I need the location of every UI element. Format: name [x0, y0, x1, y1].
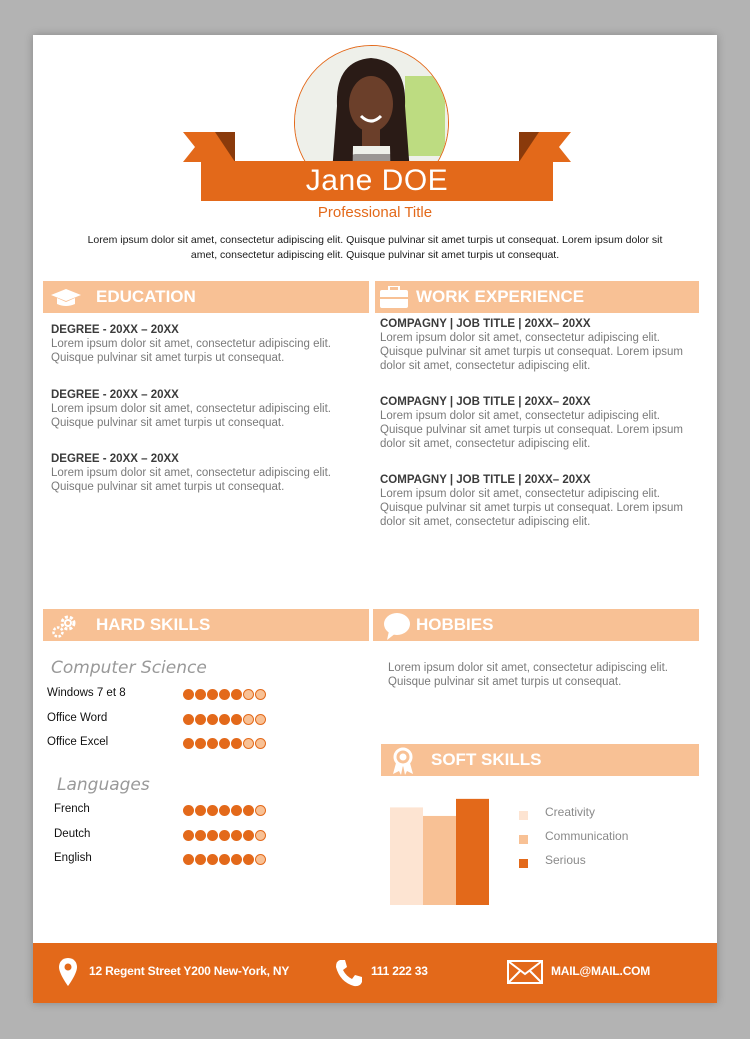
- rating-dot-filled: [207, 854, 218, 865]
- skill-row: [54, 852, 294, 868]
- rating-dot-empty: [255, 830, 266, 841]
- rating-dot-filled: [207, 689, 218, 700]
- speech-bubble-icon: [383, 612, 411, 645]
- education-entry: [51, 452, 361, 494]
- rating-dot-filled: [219, 805, 230, 816]
- skill-rating: [183, 714, 266, 725]
- legend-label: Creativity: [545, 805, 596, 819]
- rating-dot-empty: [255, 738, 266, 749]
- work-experience-title: WORK EXPERIENCE: [416, 287, 585, 306]
- work-experience-header: [375, 281, 699, 313]
- skill-row: [47, 712, 287, 728]
- work-entry: [380, 473, 690, 529]
- rating-dot-empty: [255, 689, 266, 700]
- address-text: 12 Regent Street Y200 New-York, NY: [89, 964, 290, 978]
- intro-text: Lorem ipsum dolor sit amet, consectetur adipiscing elit. Quisque pulvinar sit amet turpis ut consequat. Lorem ipsum dolor sit amet, consectetur adipiscing elit. Quisque pulvinar sit amet turpis ut consequat.: [87, 234, 663, 261]
- work-entry-desc: Lorem ipsum dolor sit amet, consectetur adipiscing elit. Quisque pulvinar sit amet turpis ut consequat. Lorem ipsum dolor sit amet, consectetur adipiscing elit.: [380, 332, 683, 372]
- education-entry-title: DEGREE - 20XX – 20XX: [51, 324, 179, 336]
- skill-name: English: [54, 852, 92, 864]
- skill-name: French: [54, 803, 90, 815]
- hobbies-header: [373, 609, 699, 641]
- work-entry-desc: Lorem ipsum dolor sit amet, consectetur adipiscing elit. Quisque pulvinar sit amet turpis ut consequat. Lorem ipsum dolor sit amet, consectetur adipiscing elit.: [380, 488, 683, 528]
- education-title: EDUCATION: [96, 287, 196, 306]
- skill-name: Office Excel: [47, 736, 109, 748]
- skill-row: [47, 736, 287, 752]
- work-entry-title: COMPAGNY | JOB TITLE | 20XX– 20XX: [380, 474, 591, 486]
- rating-dot-empty: [255, 854, 266, 865]
- phone-text: 111 222 33: [371, 964, 428, 978]
- rating-dot-filled: [243, 854, 254, 865]
- rating-dot-filled: [243, 805, 254, 816]
- rating-dot-filled: [183, 830, 194, 841]
- rating-dot-filled: [219, 830, 230, 841]
- skill-rating: [183, 830, 266, 841]
- rating-dot-filled: [183, 714, 194, 725]
- education-entry: [51, 388, 361, 430]
- rating-dot-empty: [243, 714, 254, 725]
- briefcase-icon: [380, 286, 408, 313]
- rating-dot-filled: [231, 854, 242, 865]
- contact-footer: [33, 943, 717, 1003]
- skill-name: Deutch: [54, 828, 91, 840]
- rating-dot-filled: [195, 714, 206, 725]
- hobbies-title: HOBBIES: [416, 615, 494, 634]
- languages-label: Languages: [57, 775, 150, 795]
- bar-serious: [456, 799, 489, 905]
- rating-dot-filled: [219, 714, 230, 725]
- bar-creativity: [390, 807, 423, 905]
- rating-dot-filled: [195, 854, 206, 865]
- professional-title: Professional Title: [317, 204, 433, 221]
- skill-row: [54, 803, 294, 819]
- skill-row: [47, 687, 287, 703]
- hard-skills-title: HARD SKILLS: [96, 615, 211, 634]
- rating-dot-filled: [219, 854, 230, 865]
- rating-dot-filled: [183, 805, 194, 816]
- rating-dot-filled: [231, 738, 242, 749]
- skill-rating: [183, 854, 266, 865]
- soft-skills-chart: [383, 783, 503, 908]
- rating-dot-empty: [243, 689, 254, 700]
- rating-dot-empty: [243, 738, 254, 749]
- education-entry-title: DEGREE - 20XX – 20XX: [51, 453, 179, 465]
- email-text: MAIL@MAIL.COM: [551, 964, 651, 978]
- education-entry: [51, 323, 361, 365]
- skill-row: [54, 828, 294, 844]
- name-banner: [201, 161, 553, 201]
- rating-dot-filled: [207, 714, 218, 725]
- rating-dot-empty: [255, 805, 266, 816]
- rating-dot-filled: [207, 738, 218, 749]
- rating-dot-filled: [195, 738, 206, 749]
- education-header: [43, 281, 369, 313]
- work-entry: [380, 317, 690, 373]
- rating-dot-filled: [243, 830, 254, 841]
- gears-icon: [51, 613, 79, 644]
- soft-skills-title: SOFT SKILLS: [431, 750, 542, 769]
- legend-label: Communication: [545, 829, 629, 843]
- hard-skills-header: [43, 609, 369, 641]
- soft-skills-header: [381, 744, 699, 776]
- education-entry-desc: Lorem ipsum dolor sit amet, consectetur adipiscing elit. Quisque pulvinar sit amet turpis ut consequat.: [51, 467, 331, 493]
- rating-dot-filled: [207, 830, 218, 841]
- rating-dot-filled: [183, 854, 194, 865]
- work-entry: [380, 395, 690, 451]
- skill-name: Office Word: [47, 712, 108, 724]
- rating-dot-filled: [231, 714, 242, 725]
- award-ribbon-icon: [391, 747, 415, 780]
- rating-dot-filled: [219, 689, 230, 700]
- rating-dot-filled: [195, 830, 206, 841]
- rating-dot-filled: [207, 805, 218, 816]
- rating-dot-filled: [195, 689, 206, 700]
- education-entry-desc: Lorem ipsum dolor sit amet, consectetur adipiscing elit. Quisque pulvinar sit amet turpis ut consequat.: [51, 403, 331, 429]
- skill-name: Windows 7 et 8: [47, 687, 126, 699]
- rating-dot-filled: [231, 830, 242, 841]
- work-entry-title: COMPAGNY | JOB TITLE | 20XX– 20XX: [380, 396, 591, 408]
- hobbies-text: Lorem ipsum dolor sit amet, consectetur adipiscing elit. Quisque pulvinar sit amet turpis ut consequat.: [388, 662, 668, 688]
- rating-dot-filled: [231, 689, 242, 700]
- legend-swatch: [519, 835, 528, 844]
- rating-dot-filled: [183, 689, 194, 700]
- computer-science-label: Computer Science: [51, 658, 207, 678]
- work-entry-title: COMPAGNY | JOB TITLE | 20XX– 20XX: [380, 318, 591, 330]
- legend-label: Serious: [545, 853, 586, 867]
- rating-dot-empty: [255, 714, 266, 725]
- rating-dot-filled: [219, 738, 230, 749]
- resume-page: [33, 35, 717, 1003]
- education-entry-title: DEGREE - 20XX – 20XX: [51, 389, 179, 401]
- legend-swatch: [519, 859, 528, 868]
- location-pin-icon: [59, 958, 77, 991]
- skill-rating: [183, 738, 266, 749]
- work-entry-desc: Lorem ipsum dolor sit amet, consectetur adipiscing elit. Quisque pulvinar sit amet turpis ut consequat. Lorem ipsum dolor sit amet, consectetur adipiscing elit.: [380, 410, 683, 450]
- phone-icon: [334, 958, 364, 993]
- skill-rating: [183, 689, 266, 700]
- rating-dot-filled: [231, 805, 242, 816]
- envelope-icon: [507, 960, 543, 989]
- graduation-cap-icon: [51, 289, 81, 312]
- person-name: Jane DOE: [305, 164, 449, 197]
- legend-swatch: [519, 811, 528, 820]
- rating-dot-filled: [183, 738, 194, 749]
- rating-dot-filled: [195, 805, 206, 816]
- skill-rating: [183, 805, 266, 816]
- education-entry-desc: Lorem ipsum dolor sit amet, consectetur adipiscing elit. Quisque pulvinar sit amet turpis ut consequat.: [51, 338, 331, 364]
- bar-communication: [423, 816, 456, 905]
